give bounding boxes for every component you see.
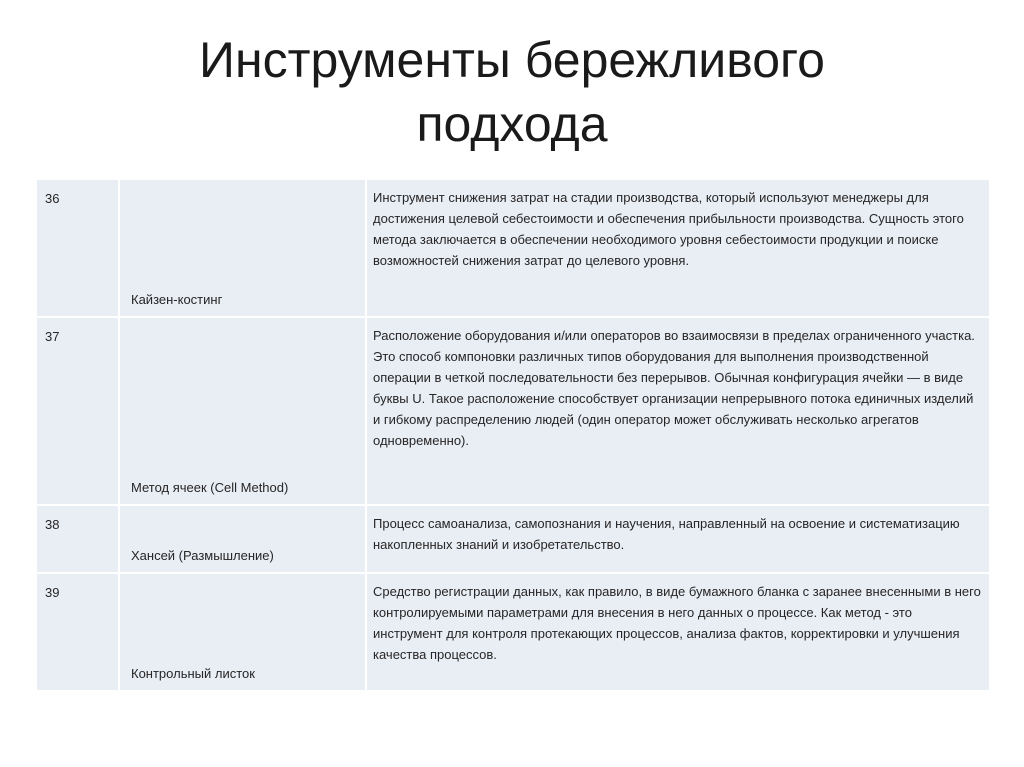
tools-table-container (35, 178, 989, 692)
row-number: 39 (36, 573, 119, 691)
slide-title-line-2: подхода (416, 96, 608, 152)
slide-title (60, 28, 964, 156)
tool-description: Процесс самоанализа, самопознания и научения, направленный на освоение и систематизацию накопленных знаний и изобретательство. (366, 505, 990, 573)
table-row (36, 505, 990, 573)
tool-description: Инструмент снижения затрат на стадии производства, который используют менеджеры для достижения целевой себестоимости и обеспечения прибыльности производства. Сущность этого метода заключается в обеспечении необходимого уровня себестоимости продукции и поиске возможностей снижения затрат до целевого уровня. (366, 179, 990, 317)
table-row (36, 179, 990, 317)
row-number: 37 (36, 317, 119, 505)
tool-name: Метод ячеек (Cell Method) (119, 317, 366, 505)
tool-name: Кайзен-костинг (119, 179, 366, 317)
slide-title-line-1: Инструменты бережливого (199, 32, 825, 88)
tool-description: Средство регистрации данных, как правило, в виде бумажного бланка с заранее внесенными в него контролируемыми параметрами для внесения в него данных о процессе. Как метод - это инструмент для контроля протекающих процессов, анализа фактов, корректировки и улучшения качества процессов. (366, 573, 990, 691)
tool-name: Хансей (Размышление) (119, 505, 366, 573)
row-number: 36 (36, 179, 119, 317)
tool-description: Расположение оборудования и/или операторов во взаимосвязи в пределах ограниченного участка. Это способ компоновки различных типов оборудования для выполнения производственной операции в четкой последовательности без перерывов. Обычная конфигурация ячейки — в виде буквы U. Такое расположение способствует организации непрерывного потока единичных изделий и гибкому распределению людей (один оператор может обслуживать несколько агрегатов одновременно). (366, 317, 990, 505)
table-row (36, 573, 990, 691)
row-number: 38 (36, 505, 119, 573)
tools-table (35, 178, 991, 692)
tool-name: Контрольный листок (119, 573, 366, 691)
table-row (36, 317, 990, 505)
